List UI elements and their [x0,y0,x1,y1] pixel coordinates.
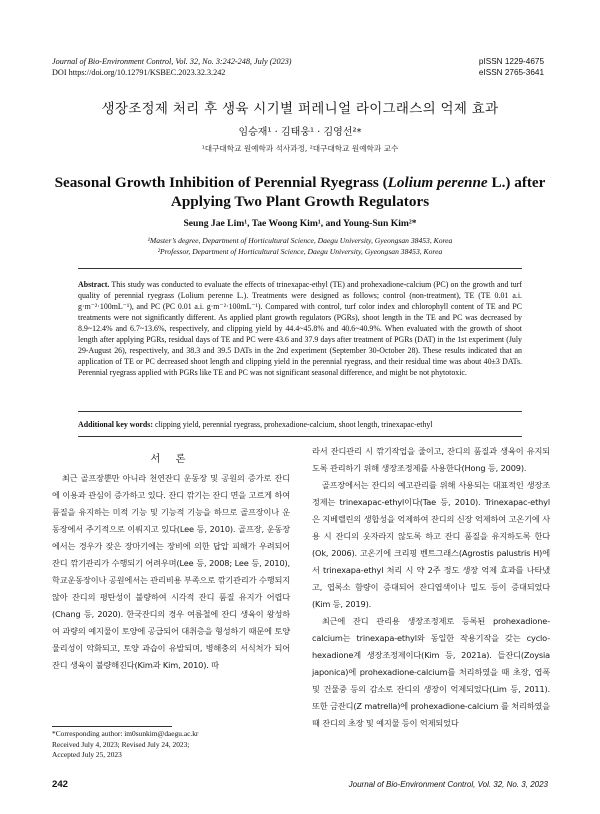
english-title [40,173,560,211]
corresponding-author: *Corresponding author: im0sunkim@daegu.ac.kr [52,729,199,738]
received-dates: Received July 4, 2023; Revised July 24, 2023; [52,739,190,749]
abstract [78,279,522,378]
korean-authors: 임승재¹ · 김태웅¹ · 김영선²* [238,127,362,138]
english-affiliation-2: ²Professor, Department of Horticultural Science, Daegu University, Gyeongsan 38453, Korea [157,246,443,256]
journal-citation [52,56,292,78]
doi-line[interactable]: DOI https://doi.org/10.12791/KSBEC.2023.32.3.242 [52,68,226,77]
korean-affiliation: ¹대구대학교 원예학과 석사과정, ²대구대학교 원예학과 교수 [201,144,399,153]
abstract-bottom-rule [78,411,522,412]
journal-line: Journal of Bio-Environment Control, Vol. 32, No. 3:242-248, July (2023) [52,57,292,66]
eissn: eISSN 2765-3641 [478,68,544,77]
abstract-label: Abstract. [78,280,110,289]
footnote [52,729,290,761]
english-title-post: L.) after Applying Two Plant Growth Regulators [170,174,546,210]
footer-journal: Journal of Bio-Environment Control, Vol. 32, No. 3, 2023 [348,780,548,789]
pissn: pISSN 1229-4675 [478,57,544,66]
keywords-label: Additional key words: [78,420,153,429]
accepted-date: Accepted July 25, 2023 [52,750,122,760]
keywords-text: clipping yield, perennial ryegrass, prohexadione-calcium, shoot length, trinexapac-ethyl [152,420,433,429]
footnote-rule [52,726,172,727]
english-title-species: Lolium perenne [387,174,488,191]
section-heading-introduction: 서 론 [150,454,192,465]
body-column-right [312,443,550,732]
keywords-bottom-rule [78,436,522,437]
body-paragraph: 최근 골프장뿐만 아니라 천연잔디 운동장 및 공원의 증가로 잔디에 이용과 관심이 증가하고 있다. 잔디 깎기는 잔디 면을 고르게 하여 품질을 유지하는 미적 기능 및 기능적 기능을 하므로 골프장이나 운동장에서 주기적으로 이뤄지고 있다(Lee 등, 2010). 골프장, 운동장에서는 경우가 잦은 장마기에는 장비에 의한 답압 피해가 우려되어 잔디 깎기관리가 수행되기 어려우며(Lee 등, 2008; Lee 등, 2010), 학교운동장이나 공원에서는 관리비용 부족으로 깎기관리가 수행되지 않아 잔디의 평탄성이 불량하여 시각적 잔디 품질 유지가 어렵다(Chang 등, 2020). 한국잔디의 경우 여름철에 잔디 생육이 왕성하여 과량의 예지물이 토양에 공급되어 대취층을 형성하기 때문에 토양 물리성이 악화되고, 토양 과습이 유발되며, 병해충의 서식처가 되어 잔디 생육이 불량해진다(Kim과 Kim, 2010). 따 [52,473,290,670]
abstract-top-rule [78,268,522,269]
english-affiliation-1: ¹Master’s degree, Department of Horticultural Science, Daegu University, Gyeongsan 38453, Korea [147,236,453,245]
english-affiliation [0,236,600,257]
korean-title: 생장조정제 처리 후 생육 시기별 퍼레니얼 라이그래스의 억제 효과 [101,101,499,117]
body-column-left [52,470,290,674]
page-number: 242 [52,779,69,790]
body-paragraph: 최근에 잔디 관리용 생장조정제로 등록된 prohexadione-calcium는 trinexapa-ethyl와 동일한 작용기작을 갖는 cyclo-hexadione계 생장조정제이다(Kim 등, 2021a). 들잔디(Zoysia japonica)에 prohexadione-calcium를 처리하였을 때 초장, 엽폭 및 건물중 등의 감소로 잔디의 생장이 억제되었다(Lim 등, 2011). 또한 금잔디(Z matrella)에 prohexadione-calcium 를 처리하였을 때 잔디의 초장 및 예지물 등이 억제되었다 [312,616,550,728]
issn-block [479,56,544,78]
body-paragraph: 라서 잔디관리 시 깎기작업을 줄이고, 잔디의 품질과 생육이 유지되도록 관리하기 위해 생장조정제를 사용한다(Hong 등, 2009). [312,446,550,473]
english-title-pre: Seasonal Growth Inhibition of Perennial Ryegrass ( [54,174,388,191]
abstract-text: This study was conducted to evaluate the effects of trinexapac-ethyl (TE) and prohexadione-calcium (PC) on the growth and turf quality of perennial ryegrass (Lolium perenne L.). Treatments were designed as follows; control (non-treatment), TE (TE 0.01 a.i. g·m⁻²·100mL⁻¹), and PC (PC 0.01 a.i. g·m⁻²·100mL⁻¹). Compared with control, turf color index and chlorophyll content of TE and PC treatments were not significantly different. As applied plant growth regulators (PGRs), shoot length in the TE and PC was decreased by 8.9~12.4% and 6.7~13.6%, respectively, and clipping yield by 44.4~45.8% and 40.6~40.9%. When evaluated with the growth of shoot length after applying PGRs, residual days of TE and PC were 43.6 and 37.9 days after treatment of PGRs (DAT) in the 1st experiment (July 29-August 26), respectively, and 38.3 and 39.5 DATs in the 2nd experiment (September 30-October 28). These results indicated that an application of TE or PC decreased shoot length and clipping yield in the perennial ryegrass, and their residual time was about 40±3 DATs. Perennial ryegrass applied with PGRs like TE and PC was not significant seasonal difference, and might be not phytotoxic. [78,280,522,378]
body-paragraph: 골프장에서는 잔디의 예고관리를 위해 사용되는 대표적인 생장조정제는 trinexapac-ethyl이다(Tae 등, 2010). Trinexapac-ethyl은 지베렐린의 생합성을 억제하여 잔디의 신장 억제하여 고온기에 사용 시 잔디의 웃자라지 않도록 하고 잔디 품질을 유지하도록 한다(Ok, 2006). 고온기에 크리핑 벤트그래스(Agrostis palustris H)에서 trinexapa-ethyl 처리 시 약 2주 정도 생장 억제 효과를 나타냈고, 엽록소 함량이 증대되어 잔디엽색이나 밀도 등이 증대되었다(Kim 등, 2019). [312,480,550,609]
english-authors: Seung Jae Lim¹, Tae Woong Kim¹, and Young-Sun Kim²* [183,218,417,229]
keywords [78,419,522,430]
